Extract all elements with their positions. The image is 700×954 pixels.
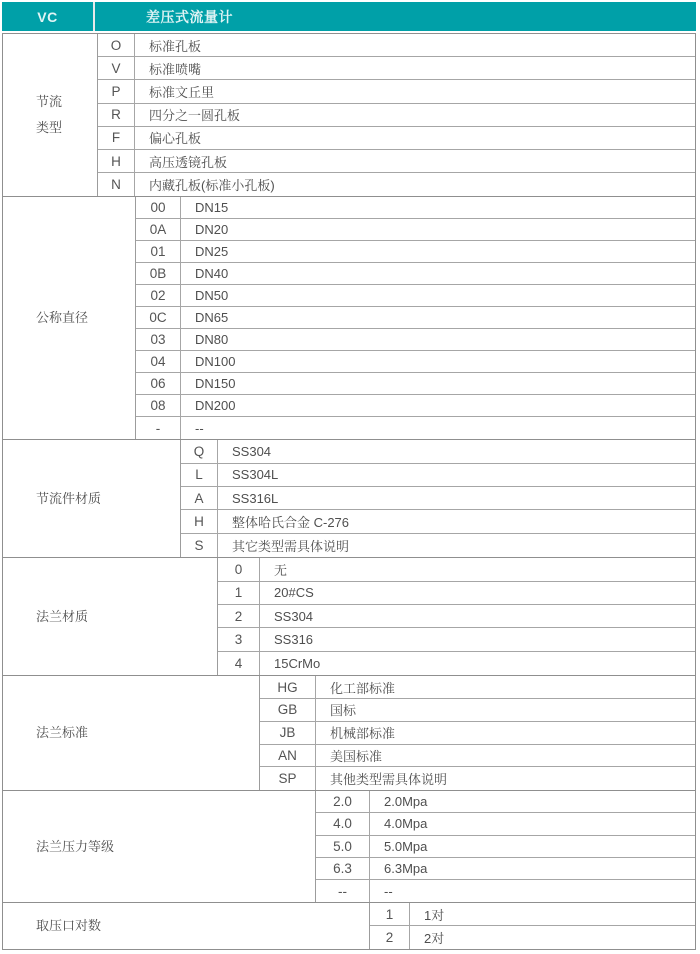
- option-code: 04: [136, 351, 181, 372]
- option-code: 6.3: [316, 858, 370, 879]
- section-label-text: 法兰标准: [36, 725, 89, 741]
- spec-row: [316, 858, 695, 880]
- option-description: DN100: [195, 354, 236, 370]
- spec-row: [260, 722, 695, 745]
- option-description: DN15: [195, 200, 229, 216]
- option-description: --: [384, 883, 393, 899]
- section-throttle-type: [3, 34, 695, 196]
- option-code: 5.0: [316, 836, 370, 857]
- option-code: 2: [370, 926, 410, 949]
- option-description: 6.3Mpa: [384, 860, 428, 876]
- table-title: 差压式流量计: [146, 8, 233, 25]
- spec-row: [136, 373, 695, 395]
- option-code: 0C: [136, 307, 181, 328]
- spec-row: [260, 767, 695, 790]
- option-description: 1对: [424, 907, 445, 923]
- spec-row: [98, 80, 695, 103]
- option-code: 1: [370, 903, 410, 925]
- option-description: 标准孔板: [149, 38, 202, 54]
- spec-row: [316, 813, 695, 835]
- spec-row: [218, 628, 695, 651]
- spec-row: [218, 605, 695, 628]
- spec-row: [260, 699, 695, 722]
- option-code: A: [181, 487, 218, 509]
- option-description: 整体哈氏合金 C-276: [232, 515, 350, 531]
- option-code: R: [98, 104, 135, 126]
- section-rows: [260, 676, 695, 790]
- section-label-text: 公称直径: [36, 310, 89, 326]
- spec-row: [260, 745, 695, 768]
- option-code: H: [181, 510, 218, 532]
- section-rows: [98, 34, 695, 196]
- section-label: [3, 197, 136, 439]
- spec-row: [136, 285, 695, 307]
- option-code: 3: [218, 628, 260, 650]
- option-description: SS316: [274, 632, 314, 648]
- spec-row: [136, 197, 695, 219]
- spec-row: [260, 676, 695, 699]
- option-code: 06: [136, 373, 181, 394]
- option-description: 2对: [424, 930, 445, 946]
- section-label: [3, 440, 181, 557]
- option-description: --: [195, 420, 204, 436]
- option-description: 其它类型需具体说明: [232, 539, 350, 555]
- section-pressure-tap-pairs: [3, 902, 695, 949]
- spec-row: [181, 510, 695, 533]
- option-description: 国标: [330, 703, 357, 719]
- option-description: SS304: [274, 608, 314, 624]
- spec-row: [370, 903, 695, 926]
- spec-row: [316, 836, 695, 858]
- spec-row: [181, 534, 695, 557]
- option-code: 4.0: [316, 813, 370, 834]
- option-description: 标准喷嘴: [149, 61, 202, 77]
- spec-row: [136, 351, 695, 373]
- option-code: SP: [260, 767, 316, 790]
- option-code: HG: [260, 676, 316, 698]
- spec-row: [136, 329, 695, 351]
- table-header: [2, 2, 696, 31]
- spec-row: [136, 263, 695, 285]
- spec-row: [136, 395, 695, 417]
- option-code: 0A: [136, 219, 181, 240]
- option-code: Q: [181, 440, 218, 462]
- spec-table-body: [2, 33, 696, 950]
- spec-row: [181, 440, 695, 463]
- section-label: [3, 903, 370, 949]
- option-code: L: [181, 464, 218, 486]
- option-description: DN200: [195, 398, 236, 414]
- section-rows: [370, 903, 695, 949]
- option-code: F: [98, 127, 135, 149]
- option-description: 15CrMo: [274, 656, 321, 672]
- section-label-text: 类型: [36, 120, 63, 136]
- option-code: N: [98, 173, 135, 196]
- section-rows: [218, 558, 695, 675]
- option-description: DN50: [195, 288, 229, 304]
- option-code: H: [98, 150, 135, 172]
- option-code: 1: [218, 582, 260, 604]
- spec-row: [98, 34, 695, 57]
- section-label: [3, 34, 98, 196]
- option-description: 偏心孔板: [149, 131, 202, 147]
- option-code: JB: [260, 722, 316, 744]
- option-description: DN65: [195, 310, 229, 326]
- section-rows: [181, 440, 695, 557]
- option-description: DN40: [195, 266, 229, 282]
- option-description: SS316L: [232, 490, 279, 506]
- option-description: 其他类型需具体说明: [330, 772, 448, 788]
- section-label-text: 节流: [36, 94, 63, 110]
- spec-table: [2, 2, 696, 950]
- option-code: 03: [136, 329, 181, 350]
- spec-row: [181, 487, 695, 510]
- section-nominal-diameter: [3, 196, 695, 439]
- option-code: 2: [218, 605, 260, 627]
- option-description: 20#CS: [274, 585, 314, 601]
- option-description: 化工部标准: [330, 680, 396, 696]
- spec-row: [218, 582, 695, 605]
- section-label: [3, 676, 260, 790]
- option-description: 四分之一圆孔板: [149, 108, 241, 124]
- section-label: [3, 791, 316, 902]
- option-code: P: [98, 80, 135, 102]
- section-label-text: 法兰材质: [36, 608, 89, 624]
- section-flange-material: [3, 557, 695, 675]
- spec-row: [316, 880, 695, 902]
- section-rows: [316, 791, 695, 902]
- option-description: 标准文丘里: [149, 84, 215, 100]
- section-rows: [136, 197, 695, 439]
- section-flange-pressure-rating: [3, 790, 695, 902]
- option-code: GB: [260, 699, 316, 721]
- option-description: 4.0Mpa: [384, 816, 428, 832]
- option-description: DN80: [195, 332, 229, 348]
- option-code: O: [98, 34, 135, 56]
- spec-row: [98, 104, 695, 127]
- model-code-cell: VC: [2, 2, 95, 31]
- spec-row: [98, 150, 695, 173]
- spec-row: [136, 417, 695, 439]
- option-description: DN150: [195, 376, 236, 392]
- section-throttle-part-material: [3, 439, 695, 557]
- option-code: 00: [136, 197, 181, 218]
- option-code: 01: [136, 241, 181, 262]
- section-label-text: 法兰压力等级: [36, 838, 115, 854]
- option-code: V: [98, 57, 135, 79]
- spec-row: [136, 241, 695, 263]
- spec-row: [181, 464, 695, 487]
- option-description: DN25: [195, 244, 229, 260]
- spec-row: [316, 791, 695, 813]
- spec-row: [136, 307, 695, 329]
- option-code: 02: [136, 285, 181, 306]
- option-description: SS304L: [232, 467, 279, 483]
- spec-row: [218, 652, 695, 675]
- option-description: 无: [274, 562, 288, 578]
- option-code: 2.0: [316, 791, 370, 812]
- option-description: 5.0Mpa: [384, 838, 428, 854]
- option-code: 08: [136, 395, 181, 416]
- section-label: [3, 558, 218, 675]
- spec-row: [98, 173, 695, 196]
- option-description: 美国标准: [330, 749, 383, 764]
- option-description: 高压透镜孔板: [149, 154, 228, 170]
- spec-row: [218, 558, 695, 581]
- option-code: --: [316, 880, 370, 902]
- option-code: -: [136, 417, 181, 439]
- option-code: 0: [218, 558, 260, 580]
- option-description: DN20: [195, 222, 229, 238]
- section-flange-standard: [3, 675, 695, 790]
- spec-row: [136, 219, 695, 241]
- option-code: 0B: [136, 263, 181, 284]
- spec-row: [98, 127, 695, 150]
- section-label-text: 节流件材质: [36, 490, 102, 506]
- spec-row: [98, 57, 695, 80]
- option-code: AN: [260, 745, 316, 767]
- option-description: 机械部标准: [330, 726, 396, 742]
- option-description: 内藏孔板(标准小孔板): [149, 178, 275, 194]
- option-description: 2.0Mpa: [384, 794, 428, 810]
- option-description: SS304: [232, 444, 272, 459]
- section-label-text: 取压口对数: [36, 917, 102, 933]
- option-code: 4: [218, 652, 260, 675]
- spec-row: [370, 926, 695, 949]
- option-code: S: [181, 534, 218, 557]
